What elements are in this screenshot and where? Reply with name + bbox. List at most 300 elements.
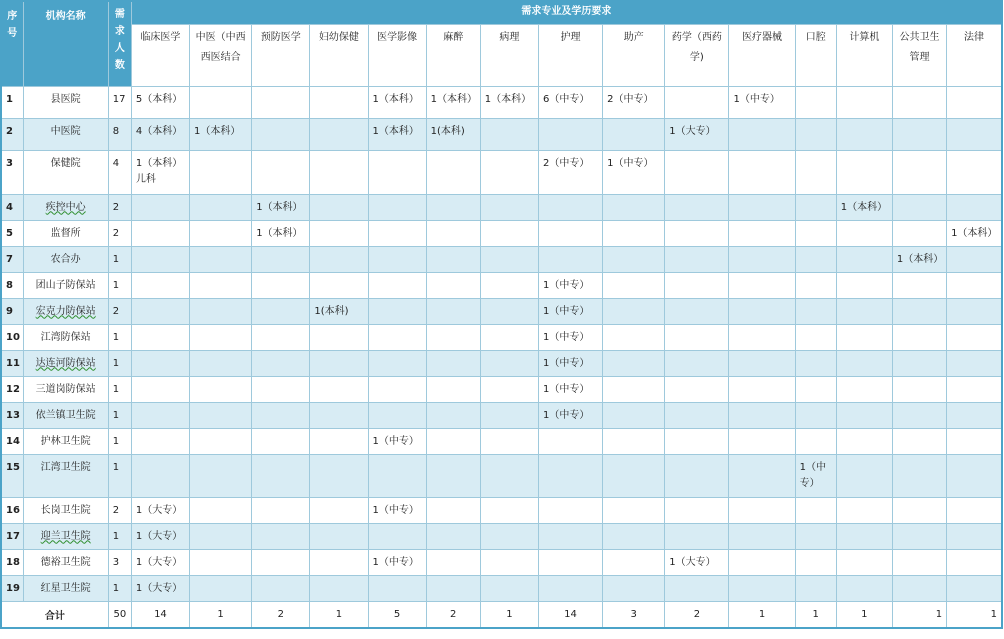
major-cell: [426, 575, 480, 601]
major-cell: [603, 454, 665, 497]
major-cell: [603, 298, 665, 324]
major-cell: [603, 523, 665, 549]
major-cell: [665, 194, 729, 220]
major-cell: [426, 523, 480, 549]
major-cell: 1（本科）: [426, 86, 480, 118]
table-row: [1, 86, 1002, 118]
table-row: [1, 246, 1002, 272]
major-cell: [836, 350, 892, 376]
major-cell: [665, 220, 729, 246]
major-header: 妇幼保健: [310, 24, 368, 86]
major-cell: [665, 376, 729, 402]
major-cell: [729, 402, 795, 428]
major-cell: [947, 324, 1002, 350]
major-cell: 1（本科）: [368, 86, 426, 118]
total-cell: 1: [947, 601, 1002, 628]
major-cell: [252, 350, 310, 376]
major-cell: [795, 350, 836, 376]
major-cell: [190, 246, 252, 272]
major-cell: [892, 150, 946, 194]
major-cell: [190, 402, 252, 428]
major-cell: [480, 376, 538, 402]
header-count: 需求人数: [108, 1, 131, 86]
major-cell: [947, 428, 1002, 454]
org-name: 团山子防保站: [23, 272, 108, 298]
major-cell: 1（大专）: [131, 549, 189, 575]
total-cell: 14: [538, 601, 602, 628]
major-cell: 1（中专）: [538, 402, 602, 428]
total-cell: 1: [310, 601, 368, 628]
major-cell: [480, 497, 538, 523]
major-cell: [190, 272, 252, 298]
major-cell: [190, 497, 252, 523]
row-number: 16: [1, 497, 23, 523]
major-cell: [252, 376, 310, 402]
major-cell: [131, 324, 189, 350]
major-cell: [252, 298, 310, 324]
org-name: 三道岗防保站: [23, 376, 108, 402]
major-cell: [538, 220, 602, 246]
major-cell: [729, 549, 795, 575]
major-cell: [131, 272, 189, 298]
major-cell: [795, 428, 836, 454]
row-number: 9: [1, 298, 23, 324]
row-count: 1: [108, 428, 131, 454]
major-cell: [836, 272, 892, 298]
major-cell: [892, 497, 946, 523]
major-cell: [892, 402, 946, 428]
major-cell: [131, 194, 189, 220]
major-cell: [480, 118, 538, 150]
major-cell: [892, 324, 946, 350]
major-cell: [729, 575, 795, 601]
row-number: 18: [1, 549, 23, 575]
major-cell: [603, 549, 665, 575]
major-cell: [252, 428, 310, 454]
major-cell: [480, 350, 538, 376]
major-cell: [892, 523, 946, 549]
row-count: 1: [108, 454, 131, 497]
major-cell: [665, 350, 729, 376]
row-number: 1: [1, 86, 23, 118]
major-cell: [480, 324, 538, 350]
total-cell: 3: [603, 601, 665, 628]
org-name: 护林卫生院: [23, 428, 108, 454]
major-cell: [729, 194, 795, 220]
major-cell: [190, 86, 252, 118]
major-cell: [310, 194, 368, 220]
major-cell: [947, 454, 1002, 497]
major-cell: [190, 376, 252, 402]
major-cell: [480, 220, 538, 246]
major-cell: [892, 298, 946, 324]
major-cell: [729, 298, 795, 324]
major-cell: [836, 549, 892, 575]
major-cell: [252, 549, 310, 575]
major-cell: [252, 150, 310, 194]
major-cell: [947, 272, 1002, 298]
major-cell: [131, 428, 189, 454]
row-count: 2: [108, 497, 131, 523]
table-row: [1, 194, 1002, 220]
row-number: 17: [1, 523, 23, 549]
major-cell: [310, 220, 368, 246]
major-cell: [947, 523, 1002, 549]
major-header: 临床医学: [131, 24, 189, 86]
row-count: 2: [108, 298, 131, 324]
major-cell: [892, 118, 946, 150]
row-count: 1: [108, 350, 131, 376]
major-cell: [665, 428, 729, 454]
row-count: 17: [108, 86, 131, 118]
total-cell: 1: [190, 601, 252, 628]
major-cell: [665, 497, 729, 523]
major-cell: 1（中专）: [538, 350, 602, 376]
row-count: 2: [108, 194, 131, 220]
major-cell: [795, 150, 836, 194]
total-cell: 5: [368, 601, 426, 628]
major-cell: 1（大专）: [131, 497, 189, 523]
major-cell: [368, 298, 426, 324]
major-cell: [426, 497, 480, 523]
row-count: 1: [108, 376, 131, 402]
major-cell: [947, 497, 1002, 523]
major-cell: [368, 272, 426, 298]
major-cell: 1（中专）: [795, 454, 836, 497]
major-cell: [252, 246, 310, 272]
major-cell: [603, 220, 665, 246]
major-cell: [892, 272, 946, 298]
major-cell: [426, 298, 480, 324]
major-cell: [836, 497, 892, 523]
table-row: [1, 118, 1002, 150]
major-cell: [665, 575, 729, 601]
major-cell: 1（本科）儿科: [131, 150, 189, 194]
major-cell: [795, 324, 836, 350]
major-cell: [603, 402, 665, 428]
table-row: [1, 324, 1002, 350]
row-number: 12: [1, 376, 23, 402]
major-cell: [836, 376, 892, 402]
major-cell: [947, 150, 1002, 194]
major-cell: [252, 575, 310, 601]
major-cell: [795, 246, 836, 272]
major-header: 医疗器械: [729, 24, 795, 86]
major-cell: [665, 324, 729, 350]
major-cell: [252, 402, 310, 428]
table-row: [1, 523, 1002, 549]
major-cell: [252, 272, 310, 298]
total-row: [1, 601, 1002, 628]
major-cell: [131, 298, 189, 324]
major-cell: [480, 402, 538, 428]
major-cell: 1（本科）: [892, 246, 946, 272]
major-cell: 1（中专）: [538, 298, 602, 324]
major-cell: [131, 376, 189, 402]
major-cell: [538, 194, 602, 220]
major-cell: [368, 402, 426, 428]
major-cell: [729, 350, 795, 376]
major-cell: [836, 324, 892, 350]
major-cell: [892, 220, 946, 246]
major-cell: [947, 298, 1002, 324]
major-cell: [480, 246, 538, 272]
major-header: 计算机: [836, 24, 892, 86]
major-cell: [190, 523, 252, 549]
major-cell: [310, 402, 368, 428]
major-cell: 1（大专）: [665, 549, 729, 575]
major-cell: [310, 376, 368, 402]
major-cell: [947, 118, 1002, 150]
major-cell: 1（本科）: [190, 118, 252, 150]
org-name: 保健院: [23, 150, 108, 194]
header-seq: 序号: [1, 1, 23, 86]
major-cell: [131, 454, 189, 497]
major-cell: [836, 150, 892, 194]
major-cell: [252, 118, 310, 150]
major-cell: 1(本科): [310, 298, 368, 324]
org-name: 中医院: [23, 118, 108, 150]
major-cell: [836, 523, 892, 549]
org-name: 迎兰卫生院: [23, 523, 108, 549]
major-cell: [538, 428, 602, 454]
major-cell: [892, 575, 946, 601]
major-cell: [131, 350, 189, 376]
major-cell: [947, 350, 1002, 376]
major-cell: [252, 324, 310, 350]
major-cell: [538, 454, 602, 497]
major-cell: [538, 497, 602, 523]
row-count: 1: [108, 272, 131, 298]
major-cell: [729, 220, 795, 246]
major-cell: [603, 324, 665, 350]
major-header: 中医（中西西医结合: [190, 24, 252, 86]
major-cell: [368, 350, 426, 376]
major-cell: [836, 298, 892, 324]
major-cell: [310, 272, 368, 298]
major-cell: [368, 150, 426, 194]
major-header: 病理: [480, 24, 538, 86]
major-cell: [426, 376, 480, 402]
major-cell: [603, 497, 665, 523]
major-cell: [947, 376, 1002, 402]
org-name: 疾控中心: [23, 194, 108, 220]
major-cell: [795, 220, 836, 246]
org-name: 达连河防保站: [23, 350, 108, 376]
major-cell: [836, 86, 892, 118]
major-cell: [310, 575, 368, 601]
major-header: 药学（西药学): [665, 24, 729, 86]
row-count: 3: [108, 549, 131, 575]
major-header: 法律: [947, 24, 1002, 86]
major-cell: [190, 194, 252, 220]
major-cell: 1（中专）: [538, 272, 602, 298]
major-cell: [892, 454, 946, 497]
major-cell: [947, 246, 1002, 272]
major-header: 公共卫生管理: [892, 24, 946, 86]
major-cell: [795, 402, 836, 428]
major-cell: [252, 497, 310, 523]
major-cell: [368, 523, 426, 549]
major-cell: 1（中专）: [729, 86, 795, 118]
major-cell: [603, 575, 665, 601]
major-cell: [947, 575, 1002, 601]
total-cell: 1: [480, 601, 538, 628]
major-cell: [368, 575, 426, 601]
major-cell: 1（中专）: [368, 497, 426, 523]
major-cell: [947, 86, 1002, 118]
major-cell: [665, 86, 729, 118]
major-cell: [310, 497, 368, 523]
table-row: [1, 428, 1002, 454]
major-cell: [310, 523, 368, 549]
org-name: 江湾卫生院: [23, 454, 108, 497]
major-cell: [538, 549, 602, 575]
major-cell: [310, 150, 368, 194]
major-header: 麻醉: [426, 24, 480, 86]
header-org-name: 机构名称: [23, 1, 108, 86]
major-cell: [603, 376, 665, 402]
major-cell: [368, 324, 426, 350]
org-name: 依兰镇卫生院: [23, 402, 108, 428]
major-cell: [131, 246, 189, 272]
major-cell: [729, 246, 795, 272]
major-cell: [665, 298, 729, 324]
row-number: 19: [1, 575, 23, 601]
org-name: 德裕卫生院: [23, 549, 108, 575]
table-row: [1, 150, 1002, 194]
major-cell: [892, 428, 946, 454]
major-cell: 1（本科）: [252, 220, 310, 246]
major-cell: [892, 549, 946, 575]
major-cell: [892, 350, 946, 376]
major-cell: [310, 324, 368, 350]
major-cell: [190, 220, 252, 246]
major-cell: [603, 194, 665, 220]
major-cell: [190, 324, 252, 350]
major-cell: [836, 575, 892, 601]
row-number: 5: [1, 220, 23, 246]
row-number: 13: [1, 402, 23, 428]
major-cell: [480, 549, 538, 575]
major-cell: [426, 428, 480, 454]
major-cell: [190, 150, 252, 194]
major-cell: [795, 376, 836, 402]
major-cell: [795, 86, 836, 118]
major-cell: [480, 194, 538, 220]
major-cell: [603, 246, 665, 272]
major-cell: 1(本科): [426, 118, 480, 150]
major-cell: [603, 272, 665, 298]
total-cell: 14: [131, 601, 189, 628]
major-cell: [252, 454, 310, 497]
major-cell: [310, 454, 368, 497]
major-cell: 1（中专）: [603, 150, 665, 194]
total-cell: 2: [426, 601, 480, 628]
total-label: 合计: [1, 601, 108, 628]
major-cell: [665, 272, 729, 298]
row-count: 1: [108, 523, 131, 549]
total-count: 50: [108, 601, 131, 628]
row-number: 15: [1, 454, 23, 497]
row-count: 1: [108, 246, 131, 272]
major-cell: [190, 428, 252, 454]
total-cell: 2: [665, 601, 729, 628]
major-cell: [310, 549, 368, 575]
major-header: 医学影像: [368, 24, 426, 86]
major-cell: [426, 350, 480, 376]
major-cell: [729, 118, 795, 150]
major-cell: [480, 298, 538, 324]
row-number: 4: [1, 194, 23, 220]
row-number: 7: [1, 246, 23, 272]
major-cell: [538, 246, 602, 272]
major-cell: [795, 194, 836, 220]
row-count: 1: [108, 575, 131, 601]
row-number: 3: [1, 150, 23, 194]
table-row: [1, 549, 1002, 575]
major-cell: [426, 194, 480, 220]
major-cell: [426, 324, 480, 350]
major-cell: 1（中专）: [368, 549, 426, 575]
major-cell: [729, 324, 795, 350]
org-name: 农合办: [23, 246, 108, 272]
major-cell: [426, 150, 480, 194]
major-cell: [729, 428, 795, 454]
major-cell: 1（中专）: [538, 376, 602, 402]
major-cell: [368, 454, 426, 497]
major-cell: [795, 118, 836, 150]
header-major-group: 需求专业及学历要求: [131, 1, 1002, 24]
major-cell: [426, 220, 480, 246]
major-cell: [836, 454, 892, 497]
major-cell: [538, 575, 602, 601]
total-cell: 1: [795, 601, 836, 628]
major-cell: [665, 246, 729, 272]
total-cell: 1: [892, 601, 946, 628]
major-cell: [190, 298, 252, 324]
major-cell: [729, 150, 795, 194]
major-cell: [795, 272, 836, 298]
major-header: 预防医学: [252, 24, 310, 86]
table-row: [1, 402, 1002, 428]
row-count: 2: [108, 220, 131, 246]
major-cell: [310, 86, 368, 118]
major-cell: [190, 350, 252, 376]
major-cell: [310, 246, 368, 272]
major-cell: [426, 549, 480, 575]
major-cell: [795, 497, 836, 523]
org-name: 县医院: [23, 86, 108, 118]
major-cell: 1（大专）: [131, 575, 189, 601]
major-cell: 1（大专）: [131, 523, 189, 549]
major-cell: [729, 454, 795, 497]
row-count: 8: [108, 118, 131, 150]
major-cell: [368, 376, 426, 402]
major-cell: [836, 246, 892, 272]
major-cell: [795, 575, 836, 601]
total-cell: 1: [836, 601, 892, 628]
major-cell: [665, 454, 729, 497]
total-cell: 2: [252, 601, 310, 628]
major-cell: [190, 549, 252, 575]
major-cell: [426, 246, 480, 272]
major-cell: 1（本科）: [947, 220, 1002, 246]
major-cell: [947, 549, 1002, 575]
major-cell: 1（中专）: [368, 428, 426, 454]
major-header: 护理: [538, 24, 602, 86]
major-cell: [538, 523, 602, 549]
